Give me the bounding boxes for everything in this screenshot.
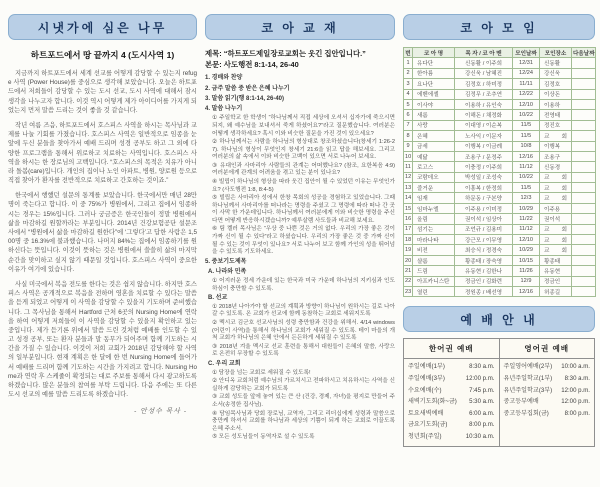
koa-table-row <box>404 203 596 213</box>
koa-table-cell <box>572 245 596 255</box>
koa-table-cell <box>572 58 596 68</box>
koa-table-row <box>404 266 596 276</box>
worship-english-rows <box>500 359 595 423</box>
agenda-subitem: ② 하나님께서는 사람을 하나님의 형상대로 창조하셨습니다(창세기 1:26-27). 하나님의 형상이 무엇인지 창세기 21:6을 읽고 답을 해보세요. 그리고 여러분의 삶 속에서 이와 비슷한 고백이 있으면 서로 나누어 보세요. <box>212 139 395 161</box>
koa-table-cell: 노사익 / 이문자 <box>455 131 513 141</box>
koa-table-body <box>404 58 596 297</box>
koa-table-cell: 임재 <box>413 193 455 203</box>
koa-table-cell <box>572 68 596 78</box>
koa-table-cell: 9 <box>404 141 413 151</box>
article-column <box>8 0 197 415</box>
koa-table-row <box>404 99 596 109</box>
worship-service-time: 5:30 a.m. <box>469 398 495 406</box>
koa-table-cell: 16 <box>404 214 413 224</box>
koa-table-cell: 금세 <box>413 141 455 151</box>
koa-table-cell: 황종태 / 장숙영 <box>455 255 513 265</box>
koa-column-header: 코 아 명 <box>413 48 455 58</box>
koa-table-cell: 은혜 <box>413 131 455 141</box>
koa-table-cell: 정금인 <box>540 276 572 286</box>
koa-table-cell: 22 <box>404 276 413 286</box>
koa-table-cell <box>572 183 596 193</box>
koa-table-cell: 교 회 <box>540 245 572 255</box>
study-column <box>205 0 395 442</box>
koa-table-cell: 김정호 / 하미정 <box>455 79 513 89</box>
worship-service-row <box>504 385 591 397</box>
worship-service-row <box>408 396 495 408</box>
koa-table-cell: 6 <box>404 110 413 120</box>
koa-table-cell: 12 <box>404 172 413 182</box>
koa-table-cell: 이해돈 / 채정화 <box>455 110 513 120</box>
prayer-group-label: B. 선교 <box>208 295 228 302</box>
worship-service-name: 주일예배(1부) <box>408 363 445 371</box>
worship-service-time: 12:00 p.m. <box>465 374 495 382</box>
prayer-item: ③ 2018년 겨울 멕시코 선교 훈련을 통해서 대원들이 은혜의 말씀, 사랑으로 온전히 무장할 수 있도록 <box>212 343 395 358</box>
koa-table-cell: 임마누엘 <box>413 203 455 213</box>
koa-table-cell: 이행복 <box>540 141 572 151</box>
koa-table-row <box>404 162 596 172</box>
worship-service-name: 유년주일학교(1부) <box>503 374 553 382</box>
koa-table-cell: 조언규 / 김용미 <box>455 224 513 234</box>
prayer-item: ① 어지러운 정세 가운데 있는 한국과 미국 가운데 하나님의 지키심과 인도하심이 충만할 수 있도록. <box>212 277 395 292</box>
koa-table-cell <box>572 276 596 286</box>
koa-table-cell: 올림 <box>413 214 455 224</box>
worship-service-row <box>504 408 591 420</box>
agenda-subitem: ③ 유대인과 사마리아 사람들의 관계는 어떠했나요? (참조, 요한복음 4:9) 여러분에게 관계의 어려움을 겪고 있는 분이 있나요? <box>212 162 395 177</box>
koa-table-row <box>404 224 596 234</box>
koa-table-cell: 이충정 / 이주희 <box>455 162 513 172</box>
article-signature: - 안성수 목사 - <box>133 408 187 416</box>
koa-table-cell <box>572 110 596 120</box>
koa-table-cell: 이용하 <box>540 99 572 109</box>
koa-table-cell: 이주용 / 이미정 <box>455 203 513 213</box>
koa-table-row <box>404 68 596 78</box>
koa-table-cell: 11/12 <box>513 162 540 172</box>
koa-table-cell: 강근모 / 이무영 <box>455 235 513 245</box>
article-paragraph: 작년 여름 즈음, 하트포드에서 호스피스 사역을 하시는 목사님과 교제를 나눌 기회를 가졌습니다. 호스피스 사역은 일반적으로 임종을 눈 앞에 두신 분들을 찾아가서 예배 드리며 성경 공부도 하고 그 외에 다양한 프로그램을 통해서 위로하고 치료하는 사역입니다. 호스피스 사역을 하시는 한 장로님의 고백입니다. “호스피스의 목적은 치유가 아니라 돌봄(care)입니다. 개인의 집이나 노인 아파트, 병원, 양로원 등으로 직접 찾아가 환자를 전반적으로 치료하고 간호하는 것이죠.” <box>8 121 197 185</box>
koa-table-cell: 강신욱 <box>540 68 572 78</box>
worship-service-name: 주일영어예배(2부) <box>503 363 553 371</box>
koa-table-cell: 권이석 / 임상아 <box>455 214 513 224</box>
worship-service-row <box>408 431 495 443</box>
koa-table-cell <box>572 89 596 99</box>
koa-table-cell: 교 회 <box>540 183 572 193</box>
koa-table-row <box>404 141 596 151</box>
worship-service-time: 10:30 a.m. <box>465 432 495 440</box>
koa-meeting-header-bar: 코 아 모 임 <box>403 14 595 40</box>
worship-service-row <box>504 373 591 385</box>
worship-service-time: 8:00 p.m. <box>469 421 495 429</box>
worship-service-name: 금요기도회(금) <box>408 421 448 429</box>
koa-table-cell: 이행복 / 이금례 <box>455 141 513 151</box>
koa-table-cell: 로고스 <box>413 162 455 172</box>
koa-table-cell: 10/15 <box>513 255 540 265</box>
worship-korean-rows <box>404 359 499 446</box>
koa-table-cell: 11/12 <box>513 224 540 234</box>
worship-service-name: 새벽기도회(화~금) <box>408 398 457 406</box>
koa-table-cell: 이대영 / 이순복 <box>455 120 513 130</box>
koa-table-cell <box>572 255 596 265</box>
koa-table-cell: 10/8 <box>513 141 540 151</box>
article-paragraph: 한국에서 행했던 설문의 통계를 보았습니다. 한국에서만 매년 28만 명이 죽는다고 합니다. 이 중 75%가 병원에서, 그리고 집에서 임종하시는 경우는 15%입니다. 그러나 궁금증은 한국인들이 정말 병원에서 삶을 마감하길 원할까라는 부분입니다. 2014년 건강보험공단 설문조사에서 “병원에서 삶을 마감하길 원한다”에 ‘그렇다’고 답한 사람은 1,500명 중 16.3%에 불과했습니다. 나머지 84%는 집에서 임종하기를 원하신다는 뜻입니다. 이것이 뜻하는 것은 병원에서 쓸쓸히 삶의 마지막 순간을 맞이하고 싶지 않기 때문일 것입니다. 호스피스 사역이 중요한 이유가 여기에 있습니다. <box>8 192 197 273</box>
koa-table-cell: 15 <box>404 203 413 213</box>
koa-table-cell <box>572 99 596 109</box>
koa-table-row <box>404 151 596 161</box>
koa-table-row <box>404 286 596 296</box>
koa-table-cell: 교 회 <box>540 224 572 234</box>
koa-table-cell: 11/11 <box>513 79 540 89</box>
koa-table-cell: 11/26 <box>513 266 540 276</box>
koa-table-cell: 섬기는 <box>413 224 455 234</box>
koa-table-cell: 17 <box>404 224 413 234</box>
koa-table-cell: 유다단 <box>413 58 455 68</box>
koa-table-cell: 교 회 <box>540 235 572 245</box>
agenda-item-label: 5. 중보기도제목 <box>205 259 247 266</box>
koa-table-cell: 이사야 <box>413 99 455 109</box>
koa-table-cell: 13 <box>404 183 413 193</box>
koa-table-cell: 신동활 <box>540 58 572 68</box>
koa-column-header: 다음날짜 <box>572 48 596 58</box>
koa-table-cell <box>572 235 596 245</box>
koa-table-cell: 10/22 <box>513 172 540 182</box>
agenda-item-label: 4. 말씀 나누기 <box>205 106 243 113</box>
worship-service-name: 중고등부집회(금) <box>503 409 549 417</box>
koa-table-cell <box>572 203 596 213</box>
koa-table-row <box>404 58 596 68</box>
koa-column-header: 모인날짜 <box>513 48 540 58</box>
koa-table-cell: 12/3 <box>513 193 540 203</box>
worship-service-time: 7:45 p.m. <box>469 386 495 394</box>
worship-service-row <box>504 396 591 408</box>
worship-service-time: 8:00 p.m. <box>564 409 590 417</box>
koa-table-cell: 12/22 <box>513 89 540 99</box>
koa-table-cell <box>572 120 596 130</box>
agenda-item-label: 3. 말씀 읽기(행 8:1-14, 26-40) <box>205 96 285 103</box>
worship-service-name: 토요새벽예배 <box>408 409 444 417</box>
koa-table-cell: 김정무 / 조추연 <box>455 89 513 99</box>
agenda-item-label: 2. 금주 말씀 중 받은 은혜 나누기 <box>205 85 290 92</box>
worship-service-row <box>408 419 495 431</box>
koa-table-row <box>404 255 596 265</box>
worship-english-title: 영어권 예배 <box>500 339 595 359</box>
prayer-item: ④ 담임목사님과 당회 장로님, 교역자, 그리고 리더십에게 성령과 말씀으로 충만케 하셔서 교회를 하나님과 세상의 기쁨이 되게 하는 교회로 이끌도록 은혜 주소서. <box>212 410 395 432</box>
koa-table-row <box>404 120 596 130</box>
koa-table-cell: 코람데오 <box>413 172 455 182</box>
koa-table-cell: 조용구 / 문정주 <box>455 151 513 161</box>
worship-service-row <box>408 385 495 397</box>
worship-service-time: 8:30 a.m. <box>469 363 495 371</box>
prayer-group-label: A. 나라와 민족 <box>208 269 247 276</box>
koa-table-cell: 7 <box>404 120 413 130</box>
koa-table-cell: 아프카니스탄 <box>413 276 455 286</box>
sermon-scripture: 본문: 사도행전 8:1-14, 26-40 <box>205 60 299 70</box>
koa-column-header: 번 <box>404 48 413 58</box>
worship-service-row <box>408 361 495 373</box>
koa-table-cell: 사랑 <box>413 120 455 130</box>
koa-table-cell: 비전 <box>413 245 455 255</box>
koa-table-cell: 3 <box>404 79 413 89</box>
koa-table-cell: 교 회 <box>540 193 572 203</box>
prayer-item: ② 안디옥 교회처럼 예수님의 가르치시고 전파하시고 치유하시는 사역을 신실하게 감당하는 교회가 되도록 <box>212 378 395 392</box>
koa-table-cell: 정금인 / 김화련 <box>455 276 513 286</box>
koa-table-cell: 유동현 <box>540 266 572 276</box>
article-header-bar: 시냇가에 심은 나무 <box>8 14 197 40</box>
worship-service-name: 수요예배(수) <box>408 386 442 394</box>
prayer-item: ③ 교회 성도들 앞에 놓여 있는 큰 산 (건강, 경제, 자녀)을 평지로 만들어 주소서(송정한 집사님). <box>212 394 395 409</box>
koa-table-cell: 10/29 <box>513 203 540 213</box>
koa-table-cell <box>572 224 596 234</box>
worship-service-name: 유년주일학교(3부) <box>503 386 553 394</box>
koa-table-cell: 이상돈 <box>540 89 572 99</box>
koa-table-cell: 허종길 <box>540 286 572 296</box>
worship-service-time: 12:00 p.m. <box>561 398 590 406</box>
worship-korean-section <box>404 339 500 446</box>
worship-service-time: 10:00 a.m. <box>561 363 590 371</box>
koa-table-cell: 황종태 <box>540 255 572 265</box>
koa-table-row <box>404 183 596 193</box>
koa-table-cell: 18 <box>404 235 413 245</box>
agenda-item-label: 1. 경배와 찬양 <box>205 75 243 82</box>
koa-table-cell: 열린 <box>413 286 455 296</box>
sermon-title: 제목: “하트포드제일장로교회는 웃긴 집안입니다.” <box>205 49 366 58</box>
koa-table-row <box>404 110 596 120</box>
worship-service-name: 주일예배(3부) <box>408 374 445 382</box>
agenda-subitem: ④ 빌립이 하나님의 형상을 따라 웃긴 집안이 될 수 있었던 이유는 무엇인가요? (사도행전 1:8, 8:4-5) <box>212 178 395 193</box>
koa-table-row <box>404 79 596 89</box>
prayer-item: ② 멕시코 김군호 선교사님의 성령 충만함과 건강을 위해서. 4/14 windows (어린이 사역)을 통해서 하나님의 교회가 세워질 수 있도록. 테이 마을의 개척 교회가 하나님의 은혜 안에서 든든하게 세워질 수 있도록 <box>212 320 395 342</box>
koa-table-cell: 19 <box>404 245 413 255</box>
koa-table-row <box>404 193 596 203</box>
koa-table-cell: 신동경 <box>540 162 572 172</box>
koa-table-cell: 20 <box>404 255 413 265</box>
koa-table-cell: 5 <box>404 99 413 109</box>
worship-service-time: 6:00 a.m. <box>469 409 495 417</box>
agenda-subitem: ⑥ 팀 켈러 목사님은 “우상 중 나쁜 것은 거의 없다. 우리의 가장 좋은 것이 가짜 신이 될 수 있다”라고 하셨습니다. 우리의 가장 좋은 것 중 가짜 신이 될 수 있는 것이 무엇이 있나요? 서로 나누어 보고 함께 가인의 성을 뛰어넘을 수 있도록 기도하세요. <box>212 226 395 256</box>
koa-table-cell: 예닮 <box>413 151 455 161</box>
agenda-subitem: ⑤ 빌립은 사마리아 성에서 한창 목회의 성공을 경험하고 있었습니다. 그때 하나님께서 사마리아를 떠나라는 명령을 주셨고 그 명령에 따라 떠나 간 곳이 사막 한 가운데입니다. 하나님께서 여러분에게 이와 비슷한 명령을 주신다면 어떻게 반응하시겠습니까? 예루살렘 사도들과 비교해 보세요. <box>212 195 395 224</box>
worship-service-row <box>408 373 495 385</box>
koa-table-cell: 새롬 <box>413 110 455 120</box>
koa-table-cell: 교 회 <box>540 172 572 182</box>
koa-table-cell: 11 <box>404 162 413 172</box>
koa-table-cell: 마라나타 <box>413 235 455 245</box>
koa-header-row <box>404 48 596 58</box>
prayer-item: ① 2018년 나아가야 할 선교의 계획과 방향이 하나님이 원하시는 길로 나아갈 수 있도록. 온 교회가 선교에 함께 동참하는 교회로 세워지도록 <box>212 303 395 318</box>
worship-service-time: 12:00 p.m. <box>561 386 590 394</box>
koa-table-cell <box>572 214 596 224</box>
koa-table-cell: 10/22 <box>513 110 540 120</box>
worship-guide-table <box>403 338 595 447</box>
koa-table-cell: 요나단 <box>413 79 455 89</box>
info-column <box>403 0 595 447</box>
article-subtitle: 하트포드에서 땅 끝까지 4 (도시사역 1) <box>30 50 175 60</box>
koa-table-cell: 14 <box>404 193 413 203</box>
koa-table-cell: 에벤에셀 <box>413 89 455 99</box>
article-body <box>8 69 197 399</box>
koa-table-cell <box>572 286 596 296</box>
koa-table-cell <box>572 141 596 151</box>
koa-table-cell: 11/5 <box>513 131 540 141</box>
koa-table-row <box>404 276 596 286</box>
prayer-group-label: C. 우리 교회 <box>208 360 241 367</box>
koa-table-row <box>404 235 596 245</box>
koa-table-cell: 이주용 <box>540 203 572 213</box>
koa-column-header: 목 자 / 코 아 맨 <box>455 48 513 58</box>
koa-table-cell: 김정호 <box>540 79 572 89</box>
worship-service-row <box>504 361 591 373</box>
koa-table-cell: 정진호 <box>540 120 572 130</box>
article-paragraph: 사실 미국에서 복음 전도를 한다는 것은 쉽지 않습니다. 하지만 호스피스 사역은 공개적으로 복음을 전하며 영혼을 치료할 수 있다는 말씀을 듣게 되었고 어떻게 이 사역을 감당할 수 있을지 기도하며 준비했습니다. 그 목사님을 통해서 Hartford 근처 6곳의 Nursing Home에 연락을 하여 어떻게 저희들이 이 사역을 감당할 수 있을지 확인하고 있는 중입니다. 제가 듣기론 위에서 말씀 드린 것처럼 예배를 인도할 수 있고 성경 공부, 또는 환자 분들과 말 동무가 되어주며 함께 기도하는 시간을 가질 수 있습니다. 이것이 저희 교회가 2018년 감당해야 할 사역의 일부분입니다. 현재 계획은 한 달에 한 번 Nursing Home에 들어가서 예배를 드리며 함께 기도하는 시간을 가지려고 합니다. Nursing Home과 연락 후 스케줄이 확정되는 대로 주보를 통해서 다시 광고하도록 하겠습니다. 많은 분들의 참여를 부탁 드립니다. 다음 주에는 또 다른 도시 선교의 예를 말씀 드리도록 하겠습니다. <box>8 280 197 399</box>
koa-table-cell: 강신욱 / 남혜진 <box>455 68 513 78</box>
koa-table-cell: 11/5 <box>513 120 540 130</box>
koa-table-cell: 4 <box>404 89 413 99</box>
study-agenda <box>205 75 395 442</box>
worship-service-row <box>408 408 495 420</box>
koa-table-cell: 전영태 <box>540 110 572 120</box>
koa-table-cell: 조용구 <box>540 151 572 161</box>
worship-service-name: 중고등부예배 <box>503 398 539 406</box>
koa-table-cell: 드림 <box>413 266 455 276</box>
koa-table-cell <box>572 193 596 203</box>
koa-table-cell <box>572 266 596 276</box>
koa-table-cell: 즐거운 <box>413 183 455 193</box>
koa-table-cell: 12/16 <box>513 286 540 296</box>
koa-table-cell <box>572 79 596 89</box>
koa-table-cell: 12/24 <box>513 68 540 78</box>
koa-column-header: 모인장소 <box>540 48 572 58</box>
article-paragraph: 지금까지 하트포드에서 세계 선교를 어떻게 감당할 수 있는지 refuge 사역 (Power House)를 중심으로 생각해 보았습니다. 오늘은 하트포드에서 저희들이 감당할 수 있는 도시 선교, 도시 사역에 대해서 잠시 생각을 나누고자 합니다. 이것 역시 어떻게 제가 아이디어를 가지게 되었는지 먼저 말씀 드리는 것이 좋을 것 같습니다. <box>8 70 197 114</box>
worship-korean-title: 한어권 예배 <box>404 339 499 359</box>
worship-service-time: 8:30 a.m. <box>564 374 590 382</box>
study-header-bar: 코 아 교 재 <box>205 14 395 40</box>
koa-table-cell: 권이석 <box>540 214 572 224</box>
koa-table-cell: 최승식 / 정경숙 <box>455 245 513 255</box>
koa-table-cell <box>572 172 596 182</box>
koa-table-row <box>404 89 596 99</box>
koa-table-head <box>404 48 596 58</box>
koa-table-cell: 유동현 / 김한나 <box>455 266 513 276</box>
koa-table-cell <box>572 131 596 141</box>
koa-table-cell: 12/10 <box>513 235 540 245</box>
koa-table-cell: 한아름 <box>413 68 455 78</box>
koa-table-row <box>404 131 596 141</box>
koa-table-cell: 박성일 / 조성숙 <box>455 172 513 182</box>
koa-table-cell <box>572 151 596 161</box>
koa-table-cell: 10/29 <box>513 245 540 255</box>
koa-table-cell: 정원종 / 배선영 <box>455 286 513 296</box>
koa-table-cell: 샬롬 <box>413 255 455 265</box>
agenda-subitem: ① 주일학교 한 학생이 “하나님께서 직접 세상에 오셔서 십자가에 죽으시면 되지, 왜 예수님을 보내셔서 죽게 하셨어요?”라고 질문했습니다. 여러분은 어떻게 생각하세요? 혹시 이와 비슷한 질문을 가진 것이 있으세요? <box>212 115 395 137</box>
koa-table-cell: 8 <box>404 131 413 141</box>
koa-table-cell: 11/22 <box>513 214 540 224</box>
koa-table-cell: 12/10 <box>513 99 540 109</box>
koa-table-cell: 10 <box>404 151 413 161</box>
koa-table-cell: 12/9 <box>513 276 540 286</box>
koa-table-row <box>404 214 596 224</box>
koa-table-cell: 이흥복 / 한정희 <box>455 183 513 193</box>
koa-table-row <box>404 245 596 255</box>
koa-table-cell: 12/16 <box>513 151 540 161</box>
worship-guide-header-bar: 예 배 안 내 <box>403 306 595 332</box>
koa-table-cell: 하문동 / 구본양 <box>455 193 513 203</box>
koa-table-cell <box>572 162 596 172</box>
prayer-item: ⑤ 모든 성도님들이 동역자로 설 수 있도록 <box>212 434 315 441</box>
koa-table-cell: 교 회 <box>540 131 572 141</box>
koa-table-cell: 23 <box>404 286 413 296</box>
koa-table-cell: 신동활 / 이주희 <box>455 58 513 68</box>
koa-table-cell: 21 <box>404 266 413 276</box>
koa-table-cell: 2 <box>404 68 413 78</box>
worship-english-section <box>500 339 595 446</box>
worship-service-name: 청년회(주일) <box>408 432 442 440</box>
koa-table-cell: 1 <box>404 58 413 68</box>
prayer-item: ① 담장을 넘는 교회로 세워질 수 있도록! <box>212 369 311 376</box>
koa-table-cell: 이용하 / 유인숙 <box>455 99 513 109</box>
koa-table-cell: 12/31 <box>513 58 540 68</box>
koa-table-row <box>404 172 596 182</box>
koa-table-cell: 11/5 <box>513 183 540 193</box>
koa-meeting-table <box>403 47 596 297</box>
